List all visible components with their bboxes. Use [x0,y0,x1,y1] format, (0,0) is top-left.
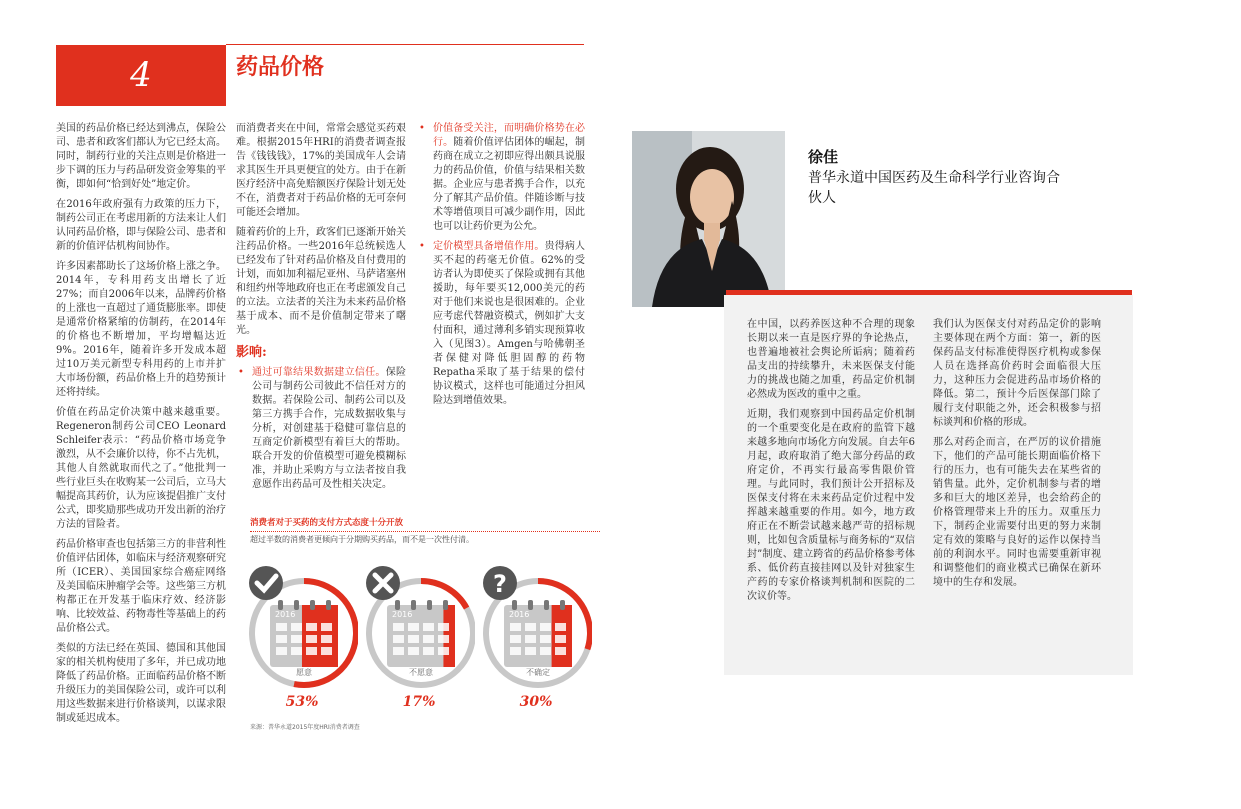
person-title: 普华永道中国医药及生命科学行业咨询合伙人 [808,170,1060,206]
calendar-day [438,623,449,631]
calendar-day [555,623,566,631]
survey-value-unsure: 30% [519,694,553,710]
calendar-year: 2016 [509,610,530,619]
portrait-illustration [632,131,785,307]
calendar-day [510,647,521,655]
column-1 [56,122,226,732]
calendar-day [321,623,332,631]
header-rule [226,44,584,45]
calendar-ring [560,600,565,610]
calendar-ring [411,600,416,610]
calendar-ring [326,600,331,610]
calendar-day [321,635,332,643]
impact-bullet [236,366,406,492]
calendar-ring [294,600,299,610]
paragraph: 我们认为医保支付对药品定价的影响主要体现在两个方面：第一，新的医保药品支付标准使得医疗机构或参保人员在选择高价药时会面临很大压力，这种压力会促进药品市场价格的降低。第二，预计今后医保部门除了履行支付职能之外，还会积极参与招标谈判和价格的形成。 [933,319,1101,428]
chapter-number: 4 [130,55,152,95]
calendar-day [540,647,551,655]
survey-gauge-cross [363,565,475,690]
paragraph: 随着药价的上升，政客们已逐渐开始关注药品价格。一些2016年总统候选人已经发布了针对药品价格及自付费用的计划，而如加利福尼亚州、马萨诸塞州和纽约州等地政府也正在考虑颁发自己的立法。立法者的关注为未来药品价格基于成本、而不是价值制定带来了曙光。 [236,227,406,336]
calendar-ring [443,600,448,610]
paragraph: 那么对药企而言，在严厉的议价措施下，他们的产品可能长期面临价格下行的压力，也有可能失去在某些省的销售量。此外，定价机制参与者的增多和巨大的地区差异，也会给药企的价格管理带来上升的压力。双重压力下，制药企业需要付出更的努力来制定有效的策略与良好的运作以保持当前的利润水平。同时也需要重新审视和调整他们的商业模式已确保在新环境中的生存和发展。 [933,437,1101,588]
calendar-day [393,623,404,631]
calendar-day [408,623,419,631]
calendar-ring [512,600,517,610]
calendar-day [321,647,332,655]
calendar-day [510,635,521,643]
survey-title: 消费者对于买药的支付方式态度十分开放 [250,516,600,532]
paragraph: 在中国，以药养医这种不合理的现象长期以来一直是医疗界的争论热点，也普遍地被社会舆论所诟病；随着药品支出的持续攀升，未来医保支付能力的挑战也随之加重，药品定价机制必然成为医改的重中之重。 [747,319,915,400]
calendar-day [438,635,449,643]
interview-column-2 [933,318,1101,596]
paragraph: 近期，我们观察到中国药品定价机制的一个重要变化是在政府的监管下越来越多地向市场化方向发展。自去年6月起，政府取消了绝大部分药品的政府定价，不再实行最高零售限价管理。与此同时，我们预计公开招标及医保支付将在未来药品定价过程中发挥越来越重要的作用。如今，地方政府正在不断尝试越来越严苛的招标规则，比如包含质量标与商务标的“双信封”制度、建立跨省的药品价格参考体系、低价药直接挂网以及针对独家生产药的专家价格谈判机制和医院的二次议价等。 [747,409,915,602]
bullet-text: 贵得病人买不起的药毫无价值。62%的受访者认为即使买了保险或拥有其他援助，每年要买12,000美元的药对于他们来说也是很困难的。企业应考虑代替融资模式，例如扩大支付面积，通过薄利多销实现预算收入（见图3）。Amgen与哈佛朝圣者保健对降低胆固醇的药物Repatha采取了基于结果的偿付协议模式，这样也可能通过分担风险达到增值效果。 [433,241,586,406]
bullet-text: 保险公司与制药公司彼此不信任对方的数据。若保险公司、制药公司以及第三方携手合作，完成数据收集与分析，对创建基于稳健可靠信息的互商定价新模型有着巨大的帮助。联合开发的价值模型可避免模糊标准，并助止采购方与立法者按自我意愿作出药品可及性相关决定。 [252,367,407,490]
gauge-label: 不确定 [526,668,550,677]
calendar-day [555,647,566,655]
paragraph: 美国的药品价格已经达到沸点，保险公司、患者和政客们都认为它已经太高。同时，制药行业的关注点则是价格进一步下调的压力与药品研发资金筹集的平衡，即如何“恰到好处”地定价。 [56,123,226,190]
calendar-day [540,635,551,643]
survey-gauge-question [480,565,592,690]
calendar-day [276,635,287,643]
calendar-day [423,635,434,643]
paragraph: 价值在药品定价决策中越来越重要。Regeneron制药公司CEO Leonard Schleifer表示：“药品价格市场竞争激烈，从不会廉价以待，你不占先机，其他人自然就取而代之了。”他批判一些行业巨头在收购某一公司后，立马大幅提高其药价，认为应该提倡推广支付公式，即奖励那些成功开发出新的治疗方法的冒险者。 [56,407,226,530]
calendar-ring [310,600,315,610]
interview-column-1 [747,318,915,610]
calendar-day [306,623,317,631]
survey-subtitle: 超过半数的消费者更倾向于分期购买药品，而不是一次性付清。 [250,535,474,544]
paragraph: 药品价格审查也包括第三方的非营利性价值评估团体，如临床与经济观察研究所（ICER）、美国国家综合癌症网络及美国临床肿瘤学会等。这些第三方机构都正在开发基于临床疗效、经济影响、比较效益、药物毒性等基础上的药品价格公式。 [56,539,226,634]
portrait-photo [632,131,785,307]
calendar-day [291,635,302,643]
calendar-year: 2016 [275,610,296,619]
calendar-day [423,623,434,631]
calendar-day [540,623,551,631]
calendar-day [291,647,302,655]
person-name: 徐佳 [808,148,839,166]
bullet-item [417,122,585,234]
paragraph: 类似的方法已经在英国、德国和其他国家的相关机构使用了多年，并已成功地降低了药品价格。正面临药品价格不断升级压力的美国保险公司，或许可以利用这些数据来进行价格谈判，以谋求限制或延迟成本。 [56,643,226,724]
survey-source: 来源：普华永道2015年度HRI消费者调查 [250,724,360,731]
page-title: 药品价格 [236,54,325,80]
bullet-item [417,240,585,408]
calendar-day [306,635,317,643]
calendar-day [525,623,536,631]
calendar-day [408,635,419,643]
bullet-lead: 定价模型具备增值作用。 [433,241,545,252]
column-3 [417,122,585,414]
calendar-year: 2016 [392,610,413,619]
calendar-day [525,647,536,655]
gauge-label: 愿意 [296,668,312,677]
calendar-day [276,623,287,631]
paragraph: 许多因素都助长了这场价格上涨之争。2014年，专科用药支出增长了近27%；而自2006年以来，品牌药价格的上涨也一直超过了通货膨胀率。即使是通常价格紧缩的仿制药，在2014年的价格也不断增加，平均增幅达近9%。2016年，随着许多开发成本超过10万美元新型专科用药的上市并扩大市场份额，药品价格上升的趋势预计还将持续。 [56,261,226,398]
survey-value-yes: 53% [285,694,319,710]
check-icon [249,566,283,600]
survey-gauge-check [246,565,358,690]
calendar-day [291,623,302,631]
calendar-day [555,635,566,643]
calendar-day [525,635,536,643]
paragraph: 在2016年政府强有力政策的压力下，制药公司正在考虑用新的方法来让人们认同药品价格，即与保险公司、患者和新的价值评估机构间协作。 [56,199,226,252]
impact-heading: 影响: [236,345,267,360]
chapter-number-block [56,45,226,106]
calendar-day [408,647,419,655]
calendar-day [510,623,521,631]
calendar-ring [395,600,400,610]
calendar-day [276,647,287,655]
interview-accent-bar [726,290,1132,295]
bullet-text: 随着价值评估团体的崛起，制药商在成立之初即应得出颇具说服力的药品价值，价值与结果相关数据。企业应与患者携手合作，以充分了解其产品价值。伴随诊断与技术等增值项目可减少副作用，因此也可以让药价更为公允。 [433,137,586,232]
calendar-day [393,635,404,643]
calendar-ring [544,600,549,610]
calendar-ring [427,600,432,610]
gauge-label: 不愿意 [409,668,433,677]
question-mark: ? [493,570,507,598]
calendar-day [423,647,434,655]
calendar-ring [528,600,533,610]
bullet-lead: 价值备受关注，而明确价格势在必行。 [433,123,585,148]
calendar-day [393,647,404,655]
bullet-lead: 通过可靠结果数据建立信任。 [252,367,386,378]
survey-value-no: 17% [402,694,436,710]
paragraph: 而消费者夹在中间，常常会感觉买药艰难。根据2015年HRI的消费者调查报告《钱钱钱》，17%的美国成年人会请求其医生开具更便宜的处方。由于在新医疗经济中高免赔额医疗保险计划无处不在，消费者对于药品价格的无可奈何可能还会增加。 [236,123,406,218]
calendar-day [306,647,317,655]
column-2 [236,122,406,498]
calendar-ring [278,600,283,610]
calendar-day [438,647,449,655]
